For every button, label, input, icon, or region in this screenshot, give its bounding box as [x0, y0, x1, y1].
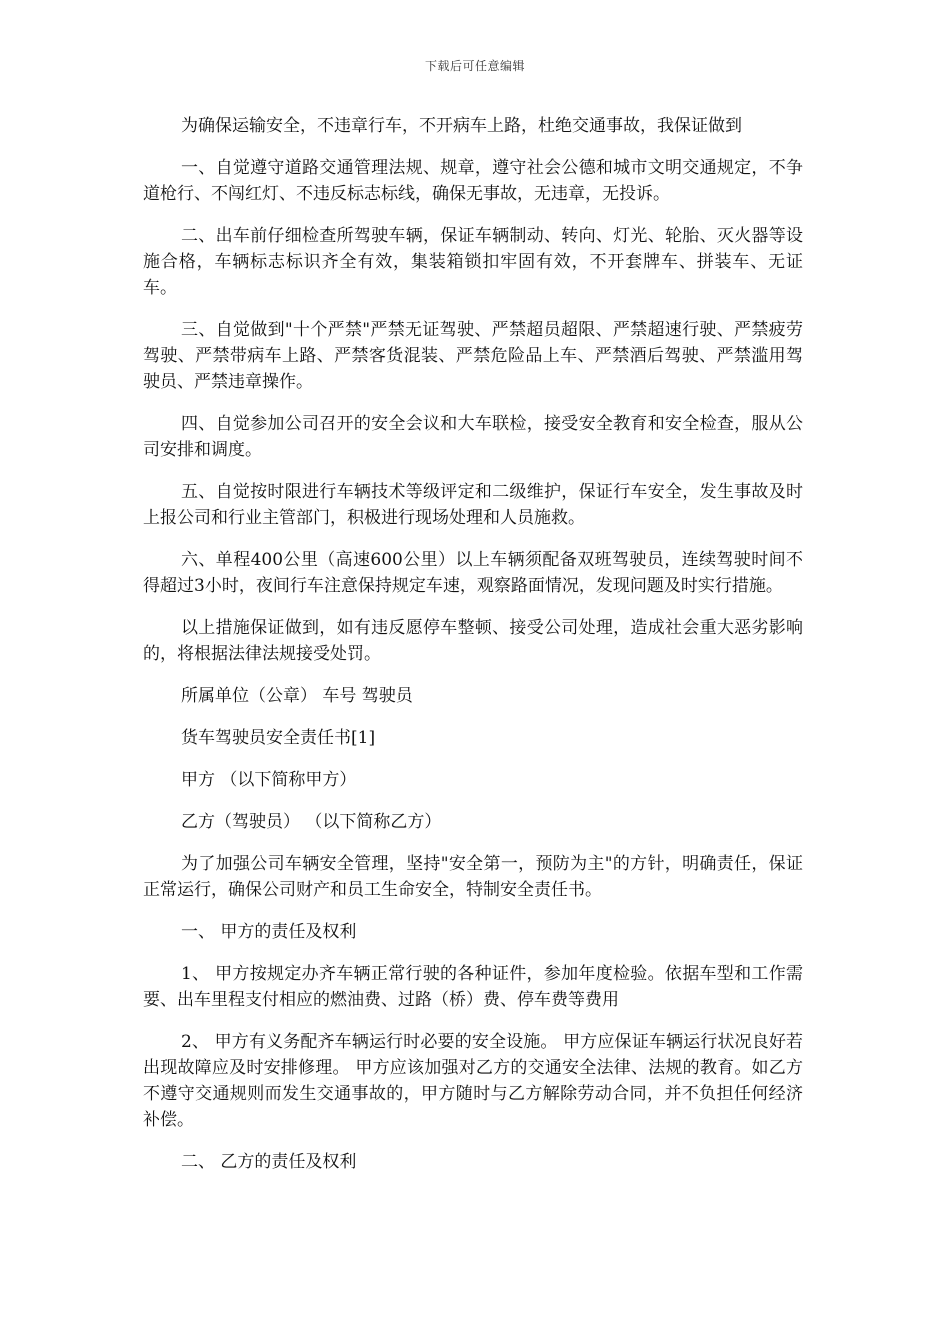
- paragraph-clause-6: 六、单程400公里（高速600公里）以上车辆须配备双班驾驶员，连续驾驶时间不得超过3小时，夜间行车注意保持规定车速，观察路面情况，发现问题及时实行措施。: [143, 550, 803, 596]
- party-b-line: 乙方（驾驶员） （以下简称乙方）: [181, 812, 442, 832]
- heading-party-a-duties: 一、 甲方的责任及权利: [181, 922, 357, 942]
- page-header: 下载后可任意编辑: [424, 59, 525, 73]
- party-a-line: 甲方 （以下简称甲方）: [181, 770, 357, 790]
- paragraph-clause-1: 一、自觉遵守道路交通管理法规、规章，遵守社会公德和城市文明交通规定，不争道枪行、不闯红灯、不违反标志标线，确保无事故，无违章，无投诉。: [143, 158, 803, 204]
- paragraph-clause-5: 五、自觉按时限进行车辆技术等级评定和二级维护，保证行车安全，发生事故及时上报公司和行业主管部门，积极进行现场处理和人员施救。: [143, 482, 803, 528]
- section-title: 货车驾驶员安全责任书[1]: [181, 728, 376, 748]
- paragraph-clause-4: 四、自觉参加公司召开的安全会议和大车联检，接受安全教育和安全检查，服从公司安排和调度。: [143, 414, 803, 460]
- document-body: [143, 113, 803, 1191]
- paragraph-penalty: 以上措施保证做到，如有违反愿停车整顿、接受公司处理，造成社会重大恶劣影响的，将根据法律法规接受处罚。: [143, 618, 803, 664]
- paragraph-clause-3: 三、自觉做到"十个严禁"严禁无证驾驶、严禁超员超限、严禁超速行驶、严禁疲劳驾驶、严禁带病车上路、严禁客货混装、严禁危险品上车、严禁酒后驾驶、严禁滥用驾驶员、严禁违章操作。: [143, 320, 803, 392]
- signature-line: 所属单位（公章） 车号 驾驶员: [181, 686, 413, 706]
- paragraph-intro: 为确保运输安全，不违章行车，不开病车上路，杜绝交通事故，我保证做到: [181, 116, 742, 136]
- paragraph-purpose: 为了加强公司车辆安全管理，坚持"安全第一，预防为主"的方针，明确责任，保证正常运行，确保公司财产和员工生命安全，特制安全责任书。: [143, 854, 803, 900]
- paragraph-clause-2: 二、出车前仔细检查所驾驶车辆，保证车辆制动、转向、灯光、轮胎、灭火器等设施合格，车辆标志标识齐全有效，集装箱锁扣牢固有效，不开套牌车、拼装车、无证车。: [143, 226, 803, 298]
- heading-party-b-duties: 二、 乙方的责任及权利: [181, 1152, 357, 1172]
- paragraph-party-a-item-1: 1、 甲方按规定办齐车辆正常行驶的各种证件，参加年度检验。依据车型和工作需要、出车里程支付相应的燃油费、过路（桥）费、停车费等费用: [143, 964, 803, 1010]
- paragraph-party-a-item-2: 2、 甲方有义务配齐车辆运行时必要的安全设施。 甲方应保证车辆运行状况良好若出现故障应及时安排修理。 甲方应该加强对乙方的交通安全法律、法规的教育。如乙方不遵守交通规则而发生交通事故的，甲方随时与乙方解除劳动合同，并不负担任何经济补偿。: [143, 1032, 803, 1130]
